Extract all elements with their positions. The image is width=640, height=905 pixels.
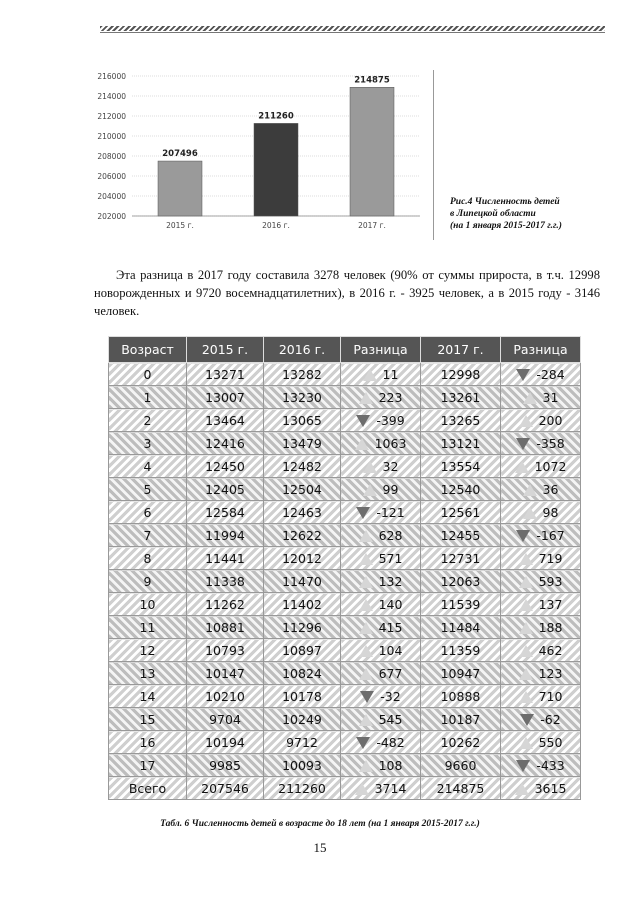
triangle-down-icon bbox=[356, 737, 370, 749]
header-diff-1: Разница bbox=[341, 337, 421, 363]
table-header-row bbox=[109, 337, 581, 363]
diff-value: 108 bbox=[378, 757, 403, 773]
y-tick-label: 208000 bbox=[97, 152, 126, 161]
cell-2015: 11262 bbox=[187, 593, 264, 616]
cell-2016: 12482 bbox=[264, 455, 341, 478]
bar-2017-г. bbox=[350, 87, 394, 216]
cell-2017: 11539 bbox=[421, 593, 501, 616]
y-tick-label: 216000 bbox=[97, 72, 126, 81]
cell-age: 17 bbox=[109, 754, 187, 777]
diff-value: 3615 bbox=[534, 780, 567, 796]
cell-diff-2 bbox=[501, 639, 581, 662]
diff-value: 462 bbox=[538, 642, 563, 658]
triangle-up-icon bbox=[363, 369, 377, 381]
y-tick-label: 202000 bbox=[97, 212, 126, 221]
header-2015: 2015 г. bbox=[187, 337, 264, 363]
cell-2016: 10897 bbox=[264, 639, 341, 662]
table-row bbox=[109, 363, 581, 386]
cell-diff-2 bbox=[501, 524, 581, 547]
cell-2015: 13271 bbox=[187, 363, 264, 386]
table-row bbox=[109, 409, 581, 432]
table-row bbox=[109, 432, 581, 455]
triangle-up-icon bbox=[523, 507, 537, 519]
table-caption: Табл. 6 Численность детей в возрасте до 18 лет (на 1 января 2015-2017 г.г.) bbox=[160, 819, 480, 829]
cell-diff-1 bbox=[341, 639, 421, 662]
figure-divider bbox=[433, 70, 434, 240]
diff-value: 132 bbox=[378, 573, 403, 589]
diff-value: 571 bbox=[378, 550, 403, 566]
cell-age: 15 bbox=[109, 708, 187, 731]
x-tick-label: 2016 г. bbox=[262, 221, 290, 230]
cell-diff-2 bbox=[501, 570, 581, 593]
cell-2017: 10888 bbox=[421, 685, 501, 708]
triangle-up-icon bbox=[359, 576, 373, 588]
triangle-up-icon bbox=[519, 668, 533, 680]
diff-value: 188 bbox=[538, 619, 563, 635]
cell-age: 0 bbox=[109, 363, 187, 386]
triangle-up-icon bbox=[359, 714, 373, 726]
cell-diff-1 bbox=[341, 524, 421, 547]
cell-age: 16 bbox=[109, 731, 187, 754]
triangle-up-icon bbox=[355, 783, 369, 795]
cell-diff-1 bbox=[341, 777, 421, 800]
cell-diff-2 bbox=[501, 478, 581, 501]
cell-2016: 13479 bbox=[264, 432, 341, 455]
triangle-up-icon bbox=[519, 576, 533, 588]
cell-2016: 10178 bbox=[264, 685, 341, 708]
cell-2017: 12455 bbox=[421, 524, 501, 547]
cell-diff-1 bbox=[341, 455, 421, 478]
cell-2017: 13261 bbox=[421, 386, 501, 409]
triangle-up-icon bbox=[515, 783, 529, 795]
bar-value-label: 211260 bbox=[258, 111, 294, 122]
cell-diff-1 bbox=[341, 662, 421, 685]
cell-2017: 10262 bbox=[421, 731, 501, 754]
cell-2017: 12540 bbox=[421, 478, 501, 501]
table-row bbox=[109, 754, 581, 777]
diff-value: 200 bbox=[538, 412, 563, 428]
cell-2017: 12063 bbox=[421, 570, 501, 593]
cell-diff-2 bbox=[501, 754, 581, 777]
bar-2015-г. bbox=[158, 161, 202, 216]
cell-2016: 13282 bbox=[264, 363, 341, 386]
y-tick-label: 206000 bbox=[97, 172, 126, 181]
cell-2017: 11359 bbox=[421, 639, 501, 662]
diff-value: 719 bbox=[538, 550, 563, 566]
cell-diff-2 bbox=[501, 501, 581, 524]
diff-value: 99 bbox=[382, 481, 399, 497]
table-row bbox=[109, 386, 581, 409]
cell-2015: 13007 bbox=[187, 386, 264, 409]
cell-2015: 12416 bbox=[187, 432, 264, 455]
cell-diff-1 bbox=[341, 754, 421, 777]
cell-diff-1 bbox=[341, 731, 421, 754]
diff-value: -121 bbox=[376, 504, 405, 520]
cell-2017: 13265 bbox=[421, 409, 501, 432]
cell-diff-1 bbox=[341, 386, 421, 409]
cell-2017: 12998 bbox=[421, 363, 501, 386]
cell-2016: 12463 bbox=[264, 501, 341, 524]
y-tick-label: 214000 bbox=[97, 92, 126, 101]
table-row bbox=[109, 547, 581, 570]
triangle-up-icon bbox=[523, 392, 537, 404]
diff-value: 415 bbox=[378, 619, 403, 635]
cell-2016: 12504 bbox=[264, 478, 341, 501]
cell-2016: 9712 bbox=[264, 731, 341, 754]
cell-age: 9 bbox=[109, 570, 187, 593]
cell-diff-1 bbox=[341, 547, 421, 570]
body-paragraph bbox=[94, 266, 600, 320]
cell-diff-1 bbox=[341, 501, 421, 524]
cell-diff-1 bbox=[341, 478, 421, 501]
triangle-up-icon bbox=[515, 461, 529, 473]
y-tick-label: 204000 bbox=[97, 192, 126, 201]
cell-2016: 13065 bbox=[264, 409, 341, 432]
diff-value: 677 bbox=[378, 665, 403, 681]
cell-diff-2 bbox=[501, 409, 581, 432]
triangle-up-icon bbox=[519, 415, 533, 427]
cell-2016: 12622 bbox=[264, 524, 341, 547]
cell-2015: 10793 bbox=[187, 639, 264, 662]
cell-diff-2 bbox=[501, 708, 581, 731]
diff-value: -358 bbox=[536, 435, 565, 451]
triangle-up-icon bbox=[519, 737, 533, 749]
cell-age: 10 bbox=[109, 593, 187, 616]
cell-2016: 12012 bbox=[264, 547, 341, 570]
cell-2017: 9660 bbox=[421, 754, 501, 777]
cell-age: 14 bbox=[109, 685, 187, 708]
triangle-up-icon bbox=[359, 392, 373, 404]
table-row bbox=[109, 570, 581, 593]
cell-diff-1 bbox=[341, 363, 421, 386]
cell-2015: 9985 bbox=[187, 754, 264, 777]
cell-2015: 11441 bbox=[187, 547, 264, 570]
diff-value: 223 bbox=[378, 389, 403, 405]
diff-value: -433 bbox=[536, 757, 565, 773]
cell-diff-2 bbox=[501, 547, 581, 570]
bar-2016-г. bbox=[254, 123, 298, 216]
cell-2015: 11338 bbox=[187, 570, 264, 593]
cell-2015: 12584 bbox=[187, 501, 264, 524]
y-tick-label: 212000 bbox=[97, 112, 126, 121]
header-2017: 2017 г. bbox=[421, 337, 501, 363]
cell-2016: 13230 bbox=[264, 386, 341, 409]
diff-value: -482 bbox=[376, 734, 405, 750]
y-tick-label: 210000 bbox=[97, 132, 126, 141]
triangle-up-icon bbox=[359, 668, 373, 680]
header-diff-2: Разница bbox=[501, 337, 581, 363]
cell-diff-2 bbox=[501, 685, 581, 708]
cell-age: 6 bbox=[109, 501, 187, 524]
cell-2016: 11402 bbox=[264, 593, 341, 616]
cell-2015: 13464 bbox=[187, 409, 264, 432]
cell-age: 2 bbox=[109, 409, 187, 432]
chart-svg bbox=[80, 68, 435, 243]
table-row bbox=[109, 685, 581, 708]
cell-age: 12 bbox=[109, 639, 187, 662]
diff-value: 11 bbox=[382, 366, 399, 382]
triangle-up-icon bbox=[519, 691, 533, 703]
table-row bbox=[109, 731, 581, 754]
cell-2017: 10187 bbox=[421, 708, 501, 731]
page-number: 15 bbox=[313, 840, 327, 855]
cell-2017: 13554 bbox=[421, 455, 501, 478]
cell-diff-1 bbox=[341, 616, 421, 639]
cell-2016: 11470 bbox=[264, 570, 341, 593]
diff-value: -32 bbox=[380, 688, 401, 704]
x-tick-label: 2015 г. bbox=[166, 221, 194, 230]
table-row bbox=[109, 708, 581, 731]
cell-2016: 10093 bbox=[264, 754, 341, 777]
triangle-up-icon bbox=[359, 553, 373, 565]
cell-diff-1 bbox=[341, 685, 421, 708]
diff-value: 1072 bbox=[534, 458, 567, 474]
cell-2015: 11994 bbox=[187, 524, 264, 547]
diff-value: 98 bbox=[542, 504, 559, 520]
paragraph-text: Эта разница в 2017 году составила 3278 человек (90% от суммы прироста, в т.ч. 12998 новорожденных и 9720 восемнадцатилетних), в 2016 г. - 3925 человек, а в 2015 году - 3146 человек. bbox=[94, 268, 600, 318]
table-row bbox=[109, 662, 581, 685]
cell-diff-1 bbox=[341, 570, 421, 593]
cell-2017: 12731 bbox=[421, 547, 501, 570]
children-by-age-table bbox=[108, 336, 581, 800]
bar-value-label: 214875 bbox=[354, 75, 390, 86]
table-row bbox=[109, 639, 581, 662]
table-row bbox=[109, 524, 581, 547]
triangle-down-icon bbox=[360, 691, 374, 703]
diff-value: 123 bbox=[538, 665, 563, 681]
cell-2017: 214875 bbox=[421, 777, 501, 800]
x-tick-label: 2017 г. bbox=[358, 221, 386, 230]
triangle-up-icon bbox=[523, 484, 537, 496]
diff-value: 593 bbox=[538, 573, 563, 589]
cell-age: 3 bbox=[109, 432, 187, 455]
table-row bbox=[109, 478, 581, 501]
triangle-up-icon bbox=[519, 599, 533, 611]
cell-age: 4 bbox=[109, 455, 187, 478]
header-rule bbox=[100, 26, 605, 31]
triangle-down-icon bbox=[516, 760, 530, 772]
diff-value: 137 bbox=[538, 596, 563, 612]
figure-caption-line1: Рис.4 Численность детей bbox=[450, 197, 560, 207]
cell-2015: 12450 bbox=[187, 455, 264, 478]
cell-age: 7 bbox=[109, 524, 187, 547]
diff-value: 31 bbox=[542, 389, 559, 405]
bar-value-label: 207496 bbox=[162, 149, 198, 160]
triangle-up-icon bbox=[359, 530, 373, 542]
triangle-up-icon bbox=[519, 553, 533, 565]
triangle-up-icon bbox=[363, 461, 377, 473]
triangle-down-icon bbox=[516, 438, 530, 450]
triangle-up-icon bbox=[359, 645, 373, 657]
triangle-up-icon bbox=[359, 599, 373, 611]
cell-age: 13 bbox=[109, 662, 187, 685]
cell-2015: 10194 bbox=[187, 731, 264, 754]
cell-diff-2 bbox=[501, 616, 581, 639]
cell-age: 1 bbox=[109, 386, 187, 409]
diff-value: -399 bbox=[376, 412, 405, 428]
diff-value: 36 bbox=[542, 481, 559, 497]
diff-value: 545 bbox=[378, 711, 403, 727]
header-2016: 2016 г. bbox=[264, 337, 341, 363]
diff-value: -284 bbox=[536, 366, 565, 382]
cell-2015: 10210 bbox=[187, 685, 264, 708]
population-bar-chart bbox=[80, 68, 435, 243]
cell-age: Всего bbox=[109, 777, 187, 800]
cell-diff-2 bbox=[501, 593, 581, 616]
table-row bbox=[109, 501, 581, 524]
cell-diff-2 bbox=[501, 363, 581, 386]
table-row bbox=[109, 455, 581, 478]
cell-2015: 9704 bbox=[187, 708, 264, 731]
figure-caption-line3: (на 1 января 2015-2017 г.г.) bbox=[450, 221, 562, 231]
cell-diff-1 bbox=[341, 708, 421, 731]
cell-2017: 12561 bbox=[421, 501, 501, 524]
cell-diff-2 bbox=[501, 662, 581, 685]
header-age: Возраст bbox=[109, 337, 187, 363]
diff-value: -62 bbox=[540, 711, 561, 727]
cell-age: 5 bbox=[109, 478, 187, 501]
cell-diff-2 bbox=[501, 731, 581, 754]
cell-diff-2 bbox=[501, 777, 581, 800]
cell-diff-2 bbox=[501, 432, 581, 455]
triangle-up-icon bbox=[519, 645, 533, 657]
cell-age: 11 bbox=[109, 616, 187, 639]
triangle-up-icon bbox=[359, 760, 373, 772]
cell-diff-1 bbox=[341, 432, 421, 455]
diff-value: 32 bbox=[382, 458, 399, 474]
cell-2017: 10947 bbox=[421, 662, 501, 685]
cell-2017: 11484 bbox=[421, 616, 501, 639]
diff-value: 140 bbox=[378, 596, 403, 612]
cell-2015: 10147 bbox=[187, 662, 264, 685]
cell-2017: 13121 bbox=[421, 432, 501, 455]
table-row bbox=[109, 593, 581, 616]
triangle-down-icon bbox=[516, 530, 530, 542]
figure-caption-line2: в Липецкой области bbox=[450, 209, 536, 219]
triangle-up-icon bbox=[519, 622, 533, 634]
cell-2016: 10824 bbox=[264, 662, 341, 685]
cell-2015: 10881 bbox=[187, 616, 264, 639]
table-row bbox=[109, 777, 581, 800]
cell-2015: 207546 bbox=[187, 777, 264, 800]
cell-diff-2 bbox=[501, 386, 581, 409]
triangle-down-icon bbox=[356, 507, 370, 519]
figure-caption bbox=[450, 196, 610, 232]
children-table-wrapper bbox=[108, 336, 580, 800]
diff-value: -167 bbox=[536, 527, 565, 543]
cell-2016: 10249 bbox=[264, 708, 341, 731]
diff-value: 104 bbox=[378, 642, 403, 658]
diff-value: 550 bbox=[538, 734, 563, 750]
diff-value: 3714 bbox=[374, 780, 407, 796]
cell-2015: 12405 bbox=[187, 478, 264, 501]
diff-value: 628 bbox=[378, 527, 403, 543]
diff-value: 1063 bbox=[374, 435, 407, 451]
triangle-down-icon bbox=[356, 415, 370, 427]
cell-age: 8 bbox=[109, 547, 187, 570]
triangle-up-icon bbox=[359, 622, 373, 634]
cell-diff-1 bbox=[341, 593, 421, 616]
diff-value: 710 bbox=[538, 688, 563, 704]
cell-2016: 11296 bbox=[264, 616, 341, 639]
cell-diff-1 bbox=[341, 409, 421, 432]
cell-diff-2 bbox=[501, 455, 581, 478]
triangle-up-icon bbox=[363, 484, 377, 496]
cell-2016: 211260 bbox=[264, 777, 341, 800]
triangle-down-icon bbox=[520, 714, 534, 726]
table-row bbox=[109, 616, 581, 639]
triangle-up-icon bbox=[355, 438, 369, 450]
triangle-down-icon bbox=[516, 369, 530, 381]
